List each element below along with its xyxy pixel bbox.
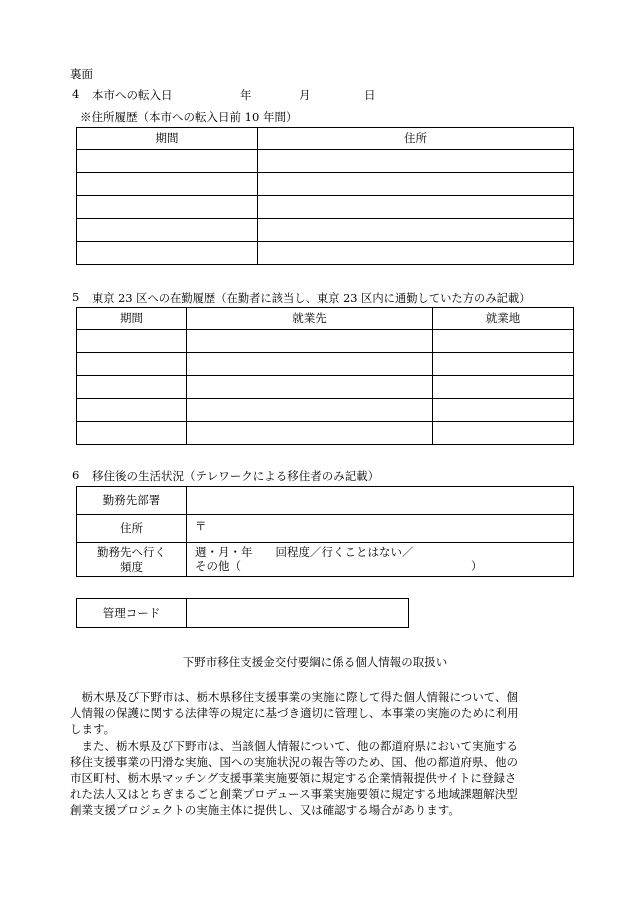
address-history-table — [76, 127, 574, 265]
privacy-para1-line3: します。 — [70, 722, 116, 736]
section6-title: 移住後の生活状況（テレワークによる移住者のみ記載） — [92, 469, 380, 483]
frequency-other-open: その他（ — [195, 559, 241, 574]
postal-mark: 〒 — [195, 519, 207, 533]
address-cell[interactable] — [258, 150, 574, 173]
privacy-para2-line5: 創業支援プロジェクトの実施主体に提供し、又は確認する場合があります。 — [70, 803, 460, 817]
address-row — [77, 515, 574, 543]
table-row — [77, 353, 574, 376]
frequency-other-close: ） — [471, 559, 483, 574]
frequency-field[interactable] — [187, 543, 574, 577]
frequency-label-line1: 勤務先へ行く — [97, 545, 166, 560]
post-move-status-table — [76, 486, 574, 577]
column-header-address: 住所 — [258, 128, 574, 150]
section4-number: 4 — [72, 87, 80, 101]
table-row — [77, 219, 574, 242]
employer-cell[interactable] — [187, 353, 433, 376]
period-cell[interactable] — [77, 196, 258, 219]
privacy-para2-line3: 市区町村、栃木県マッチング支援事業実施要領に規定する企業情報提供サイトに登録さ — [70, 771, 517, 785]
period-cell[interactable] — [77, 219, 258, 242]
period-cell[interactable] — [77, 173, 258, 196]
period-cell[interactable] — [77, 242, 258, 265]
move-in-year-label: 年 — [240, 88, 252, 102]
side-label: 裏面 — [70, 67, 93, 81]
management-code-label: 管理コード — [77, 599, 187, 628]
table-row — [77, 242, 574, 265]
management-code-field[interactable] — [187, 599, 409, 628]
move-in-month-label: 月 — [299, 88, 311, 102]
employer-cell[interactable] — [187, 330, 433, 353]
privacy-para1-line1: 栃木県及び下野市は、栃木県移住支援事業の実施に際して得た個人情報について、個 — [70, 690, 519, 704]
address-cell[interactable] — [258, 196, 574, 219]
department-field[interactable] — [187, 487, 574, 515]
table-header-row — [77, 128, 574, 150]
column-header-work-location: 就業地 — [433, 308, 574, 330]
work-location-cell[interactable] — [433, 376, 574, 399]
period-cell[interactable] — [77, 399, 187, 422]
employer-cell[interactable] — [187, 399, 433, 422]
privacy-para2-line1: また、栃木県及び下野市は、当該個人情報について、他の都道府県において実施する — [70, 739, 519, 753]
section6-number: 6 — [72, 468, 80, 482]
frequency-options: 週・月・年 回程度／行くことはない／ — [195, 544, 414, 559]
table-row — [77, 330, 574, 353]
section5-number: 5 — [72, 290, 80, 304]
section5-title: 東京 23 区への在勤履歴（在勤者に該当し、東京 23 区内に通勤していた方のみ記載） — [92, 292, 531, 305]
column-header-employer: 就業先 — [187, 308, 433, 330]
address-history-note: ※住所履歴（本市への転入日前 10 年間） — [80, 110, 298, 124]
department-label: 勤務先部署 — [77, 487, 187, 515]
table-row — [77, 422, 574, 445]
address-cell[interactable] — [258, 173, 574, 196]
address-cell[interactable] — [258, 242, 574, 265]
employer-cell[interactable] — [187, 376, 433, 399]
tokyo-work-history-table — [76, 307, 574, 445]
table-header-row — [77, 308, 574, 330]
address-field[interactable] — [187, 515, 574, 543]
privacy-para1-line2: 人情報の保護に関する法律等の規定に基づき適切に管理し、本事業の実施のために利用 — [70, 706, 519, 720]
table-row — [77, 196, 574, 219]
section4-title: 本市への転入日 — [92, 88, 173, 102]
address-cell[interactable] — [258, 219, 574, 242]
work-location-cell[interactable] — [433, 330, 574, 353]
employer-cell[interactable] — [187, 422, 433, 445]
management-code-row — [77, 599, 409, 628]
table-row — [77, 173, 574, 196]
period-cell[interactable] — [77, 150, 258, 173]
column-header-period: 期間 — [77, 308, 187, 330]
management-code-table — [76, 598, 409, 628]
table-row — [77, 150, 574, 173]
department-row — [77, 487, 574, 515]
period-cell[interactable] — [77, 376, 187, 399]
privacy-para2-line2: 移住支援事業の円滑な実施、国への実施状況の報告等のため、国、他の都道府県、他の — [70, 755, 519, 769]
period-cell[interactable] — [77, 353, 187, 376]
column-header-period: 期間 — [77, 128, 258, 150]
work-location-cell[interactable] — [433, 353, 574, 376]
work-location-cell[interactable] — [433, 399, 574, 422]
period-cell[interactable] — [77, 422, 187, 445]
address-label: 住所 — [77, 515, 187, 543]
frequency-label-line2: 頻度 — [120, 559, 143, 574]
frequency-row — [77, 543, 574, 577]
move-in-day-label: 日 — [364, 88, 376, 102]
frequency-label — [77, 543, 187, 577]
frequency-other-line — [195, 559, 573, 574]
table-row — [77, 399, 574, 422]
period-cell[interactable] — [77, 330, 187, 353]
privacy-para2-line4: れた法人又はとちぎまるごと創業プロデュース事業実施要領に規定する地域課題解決型 — [70, 787, 518, 801]
table-row — [77, 376, 574, 399]
work-location-cell[interactable] — [433, 422, 574, 445]
privacy-title: 下野市移住支援金交付要綱に係る個人情報の取扱い — [182, 655, 448, 669]
